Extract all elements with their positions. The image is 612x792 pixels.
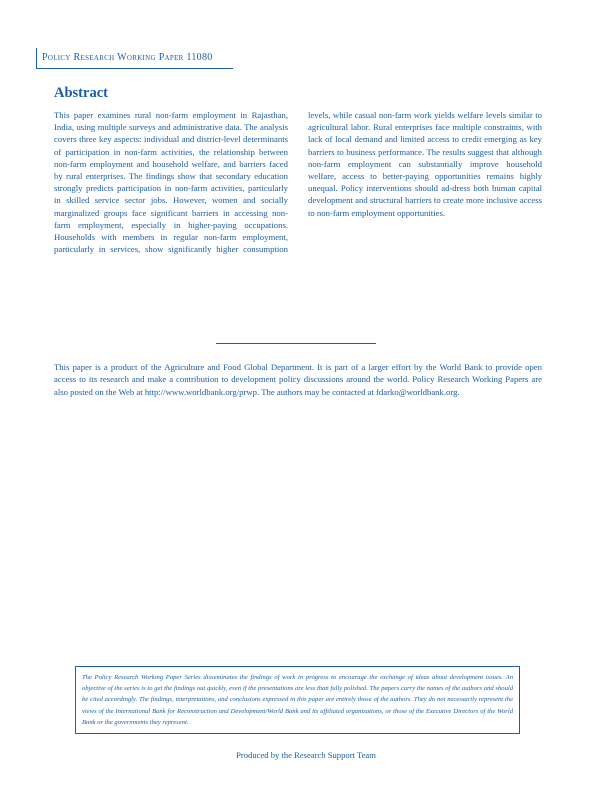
footer-credit: Produced by the Research Support Team	[236, 750, 376, 760]
product-note: This paper is a product of the Agriculture and Food Global Department. It is part of a larger effort by the World Bank to provide open access to its research and make a contribution to development policy discussions around the world. Policy Research Working Papers are also posted on the Web at http://www.worldbank.org/prwp. The authors may be contacted at fdarko@worldbank.org.	[54, 362, 542, 397]
disclaimer-text: The Policy Research Working Paper Series disseminates the findings of work in progress to encourage the exchange of ideas about development issues. An objective of the series is to get the findings out quickly, even if the presentations are less than fully polished. The papers carry the names of the authors and should be cited accordingly. The findings, interpretations, and conclusions expressed in this paper are entirely those of the authors. They do not necessarily represent the views of the International Bank for Reconstruction and Development/World Bank and its affiliated organizations, or those of the Executive Directors of the World Bank or the governments they represent.	[82, 674, 513, 726]
section-divider	[216, 343, 376, 344]
disclaimer-box	[75, 666, 520, 734]
series-header-box	[36, 48, 233, 69]
abstract-body: This paper examines rural non-farm employment in Rajasthan, India, using multiple surveys and administrative data. The analysis covers three key aspects: individual and district-level determinants of participation in non-farm activities, the relationship between non-farm employment and household welfare, and barriers faced by rural enterprises. The findings show that secondary education strongly predicts participation in non-farm activities, particularly in skilled service sector jobs. However, women and socially marginalized groups face significant barriers in accessing non-farm employment, especially in higher-paying occupations. Households with members in regular non-farm employment, particularly in services, show significantly higher consumption levels, while casual non-farm work yields welfare levels similar to agricultural labor. Rural enterprises face multiple constraints, with lack of local demand and limited access to credit emerging as key barriers to business performance. The results suggest that although non-farm employment can substantially improve household welfare, access to better-paying opportunities remains highly unequal. Policy interventions should ad-dress both human capital development and structural barriers to create more inclusive access to non-farm employment opportunities.	[54, 110, 542, 255]
abstract-heading: Abstract	[54, 85, 108, 101]
series-label: Policy Research Working Paper 11080	[42, 52, 213, 63]
